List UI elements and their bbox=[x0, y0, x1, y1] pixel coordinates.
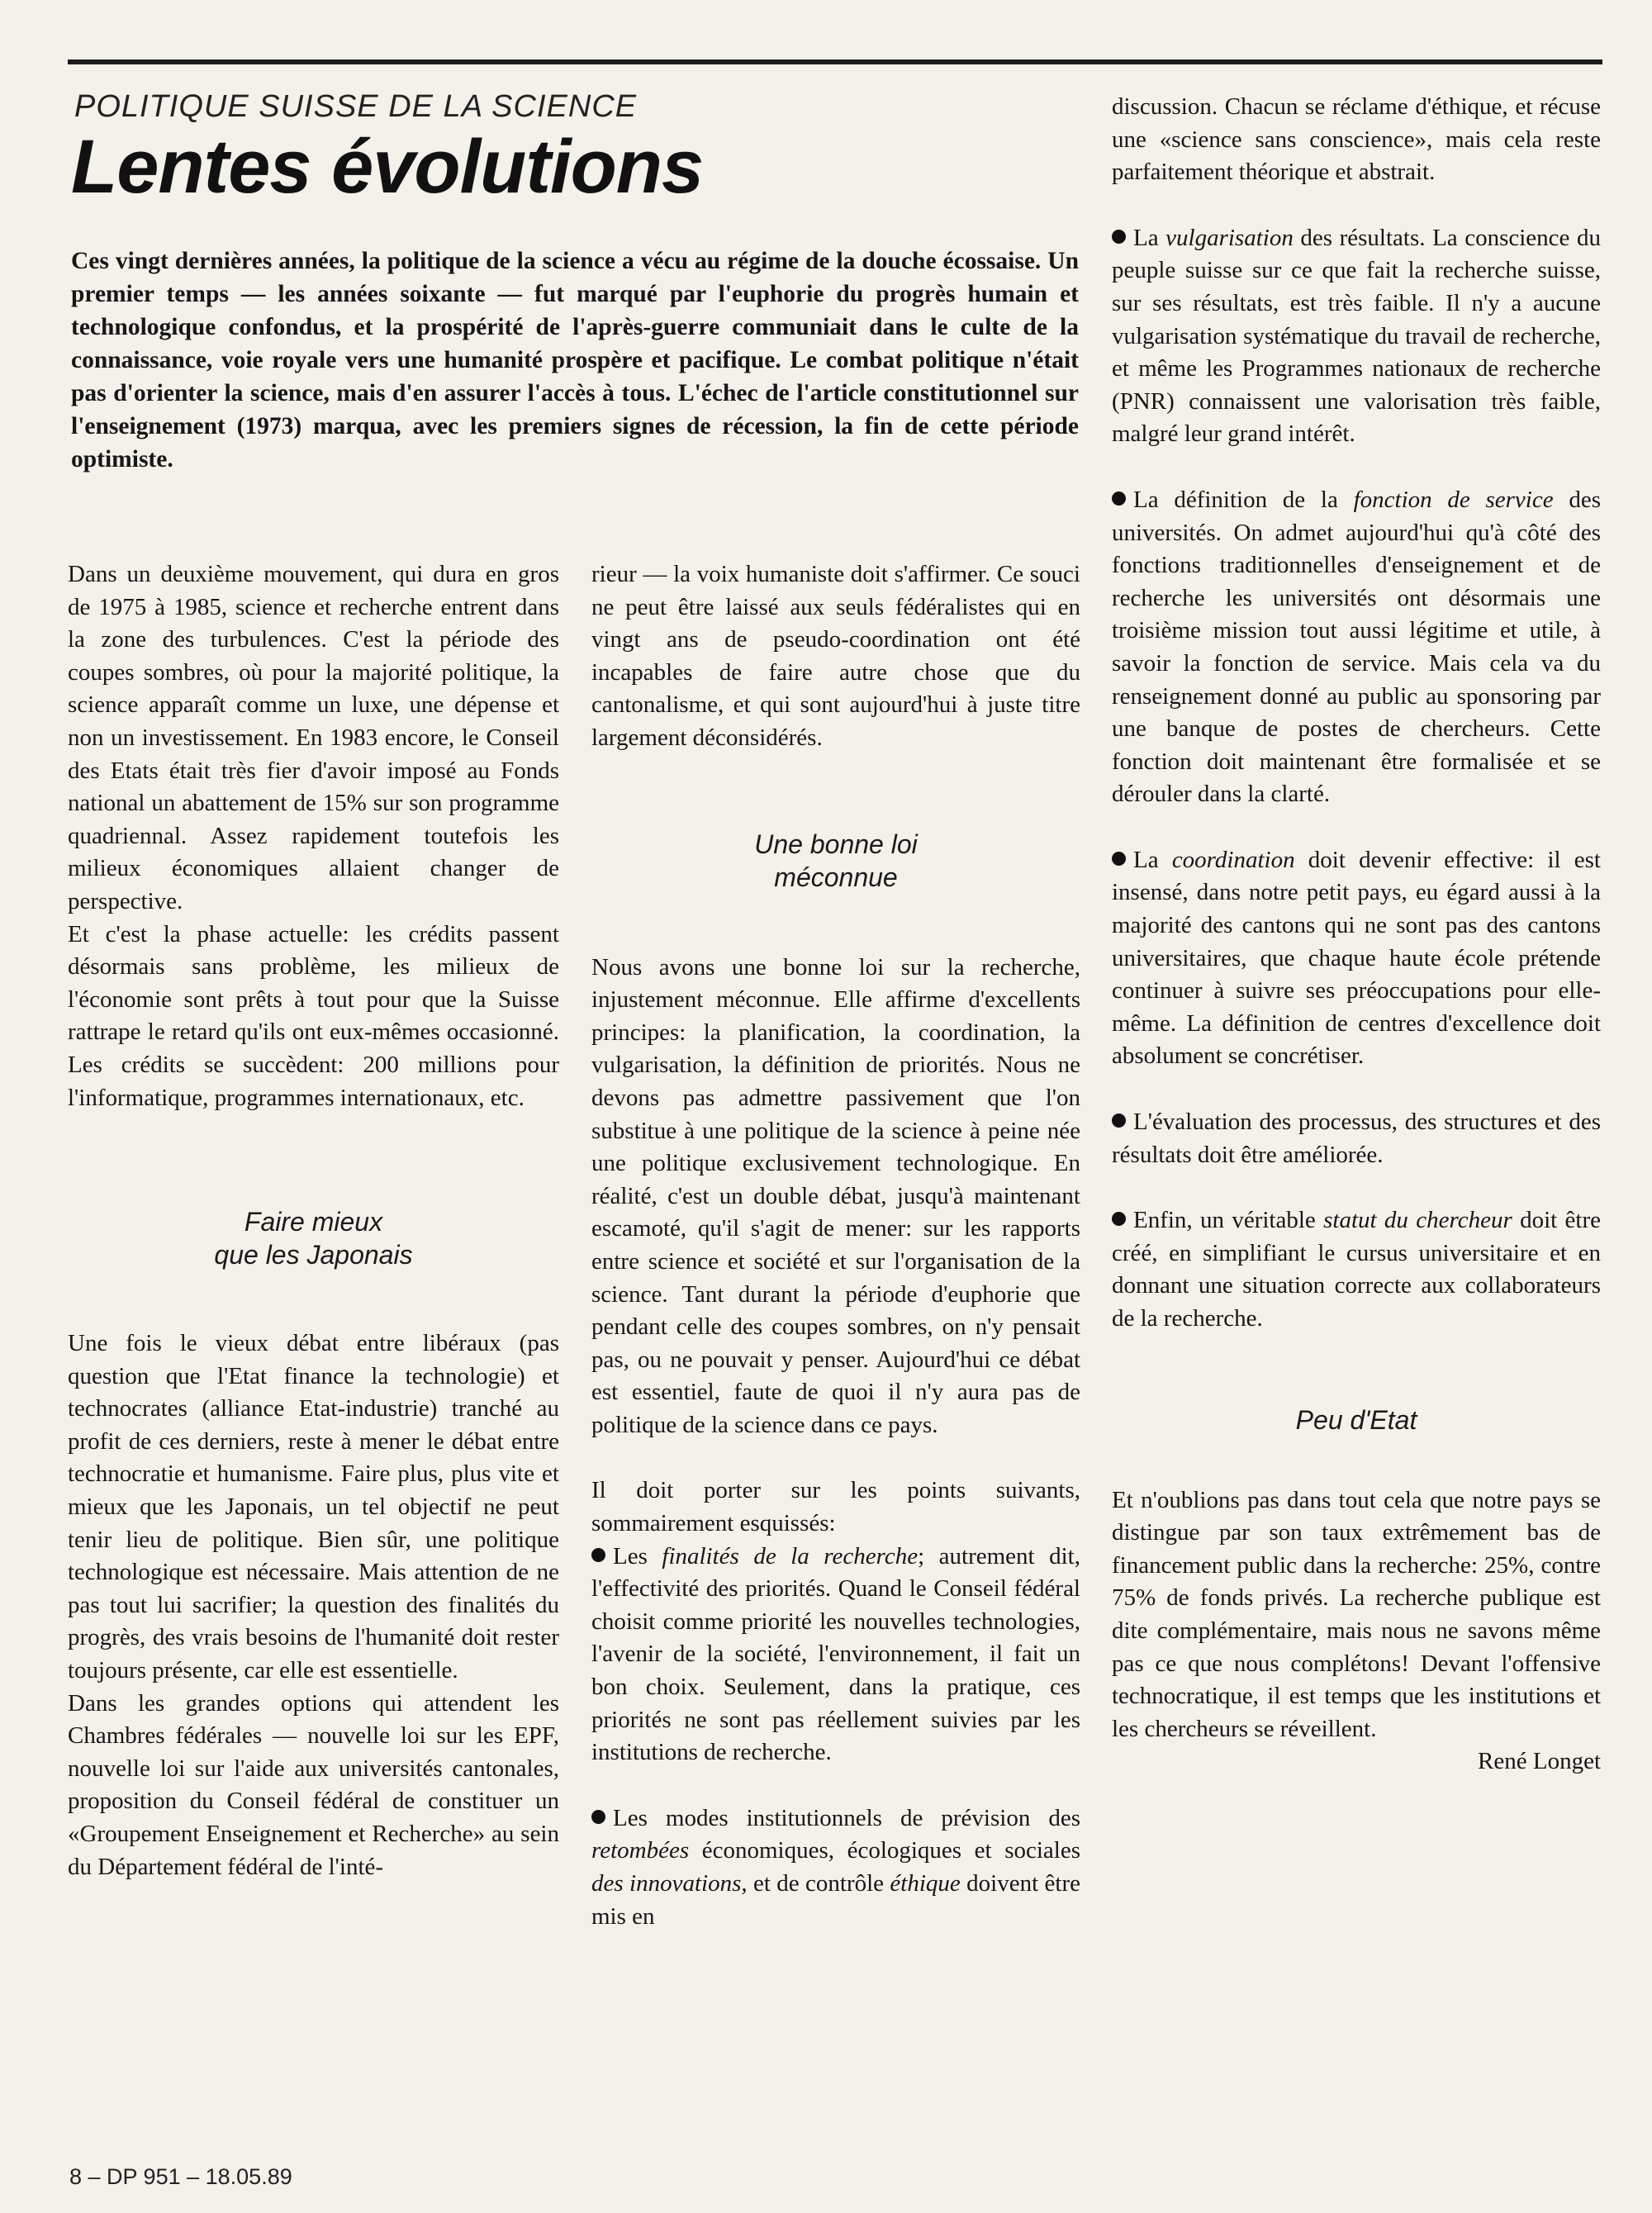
bullet-item: Enfin, un véritable statut du chercheur doit être créé, en simplifiant le cursus universitaire et en donnant une situation correcte aux collaborateurs de la recherche. bbox=[1112, 1207, 1601, 1332]
bullet-icon bbox=[1112, 852, 1126, 866]
paragraph: rieur — la voix humaniste doit s'affirmer. Ce souci ne peut être laissé aux seuls fédéralistes qui en vingt ans de pseudo-coordination ont été incapables de faire autre chose que du cantonalisme, et qui sont aujourd'hui à juste titre largement déconsidérés. bbox=[591, 561, 1080, 751]
subheading bbox=[68, 1205, 559, 1271]
article-title: Lentes évolutions bbox=[71, 125, 704, 209]
paragraph: Et c'est la phase actuelle: les crédits passent désormais sans problème, les milieux de l'économie sont prêts à tout pour que la Suisse rattrape le retard qu'ils ont eux-mêmes occasionné. Les crédits se succèdent: 200 millions pour l'informatique, programmes internationaux, etc. bbox=[68, 920, 559, 1111]
bullet-icon bbox=[1112, 1114, 1126, 1128]
paragraph: discussion. Chacun se réclame d'éthique, et récuse une «science sans conscience», mais cela reste parfaitement théorique et abstrait. bbox=[1112, 93, 1601, 186]
bullet-item: La définition de la fonction de service des universités. On admet aujourd'hui qu'à côté des fonctions traditionnelles d'enseignement et de recherche les universités ont désormais une troisième mission tout aussi légitime et utile, à savoir la fonction de service. Mais cela va du renseignement donné au public au sponsoring par une banque de postes de chercheurs. Cette fonction doit maintenant être formalisée et se dérouler dans la clarté. bbox=[1112, 486, 1601, 808]
subheading-line: méconnue bbox=[774, 862, 898, 892]
subheading-line: Faire mieux bbox=[244, 1207, 383, 1237]
author-signature: René Longet bbox=[1478, 1748, 1601, 1775]
bullet-item: Les finalités de la recherche; autrement dit, l'effectivité des priorités. Quand le Conseil fédéral choisit comme priorité les nouvelles technologies, l'avenir de la société, l'environnement, il fait un bon choix. Seulement, dans la pratique, ces priorités ne sont pas réellement suivies par les institutions de recherche. bbox=[591, 1542, 1080, 1766]
paragraph: Dans un deuxième mouvement, qui dura en gros de 1975 à 1985, science et recherche entrent dans la zone des turbulences. C'est la période des coupes sombres, où pour la majorité politique, la science apparaît comme un luxe, une dépense et non un investissement. En 1983 encore, le Conseil des Etats était très fier d'avoir imposé au Fonds national un abattement de 15% sur son programme quadriennal. Assez rapidement toutefois les milieux économiques allaient changer de perspective. bbox=[68, 561, 559, 914]
paragraph: Il doit porter sur les points suivants, sommairement esquissés: bbox=[591, 1477, 1080, 1537]
lead-paragraph: Ces vingt dernières années, la politique de la science a vécu au régime de la douche écossaise. Un premier temps — les années soixante — fut marqué par l'euphorie du progrès humain et technologique confondus, et la prospérité de l'après-guerre communiait dans le culte de la connaissance, voie royale vers une humanité prospère et pacifique. Le combat politique n'était pas d'orienter la science, mais d'en assurer l'accès à tous. L'échec de l'article constitutionnel sur l'enseignement (1973) marqua, avec les premiers signes de récession, la fin de cette période optimiste. bbox=[71, 248, 1079, 473]
top-rule bbox=[68, 59, 1602, 64]
bullet-icon bbox=[591, 1810, 605, 1824]
bullet-item: Les modes institutionnels de prévision des retombées économiques, écologiques et sociales des innovations, et de contrôle éthique doivent être mis en bbox=[591, 1804, 1080, 1930]
bullet-item: L'évaluation des processus, des structures et des résultats doit être améliorée. bbox=[1112, 1109, 1601, 1168]
paragraph: Et n'oublions pas dans tout cela que notre pays se distingue par son taux extrêmement bas de financement public dans la recherche: 25%, contre 75% de fonds privés. La recherche publique est dite complémentaire, mais nous ne savons même pas ce que nous complétons! Devant l'offensive technocratique, il est temps que les institutions et les chercheurs se réveillent. bbox=[1112, 1486, 1601, 1742]
bullet-item: La vulgarisation des résultats. La conscience du peuple suisse sur ce que fait la recherche suisse, sur ses résultats, est très faible. Il n'y a aucune vulgarisation systématique du travail de recherche, et même les Programmes nationaux de recherche (PNR) connaissent une valorisation très faible, malgré leur grand intérêt. bbox=[1112, 224, 1601, 448]
subheading bbox=[591, 828, 1080, 894]
column-3 bbox=[1112, 91, 1601, 1778]
bullet-icon bbox=[1112, 1212, 1126, 1226]
paragraph: Dans les grandes options qui attendent les Chambres fédérales — nouvelle loi sur les EPF, nouvelle loi sur l'aide aux universités cantonales, proposition du Conseil fédéral de constituer un «Groupement Enseignement et Recherche» au sein du Département fédéral de l'inté- bbox=[68, 1689, 559, 1880]
subheading-line: que les Japonais bbox=[214, 1240, 413, 1270]
paragraph: Nous avons une bonne loi sur la recherche, injustement méconnue. Elle affirme d'excellents principes: la planification, la coordination, la vulgarisation, la définition de priorités. Nous ne devons pas admettre passivement que l'on substitue à une politique de la science à peine née une politique exclusivement technologique. En réalité, c'est un double débat, jusqu'à maintenant escamoté, qu'il s'agit de mener: sur les rapports entre science et société et sur l'organisation de la science. Tant durant la période d'euphorie que pendant celle des coupes sombres, on n'y pensait pas, ou ne pouvait y penser. Aujourd'hui ce débat est essentiel, faute de quoi il n'y aura pas de politique de la science dans ce pays. bbox=[591, 953, 1080, 1438]
column-2 bbox=[591, 558, 1080, 1933]
subheading: Peu d'Etat bbox=[1295, 1404, 1417, 1435]
bullet-icon bbox=[1112, 492, 1126, 506]
subheading-line: Une bonne loi bbox=[754, 829, 918, 859]
bullet-icon bbox=[1112, 230, 1126, 244]
bullet-item: La coordination doit devenir effective: il est insensé, dans notre petit pays, eu égard aussi à la majorité des cantons qui ne sont pas des cantons universitaires, que chaque haute école prétende continuer à suivre ses préoccupations pour elle-même. La définition de centres d'excellence doit absolument se concrétiser. bbox=[1112, 846, 1601, 1070]
column-1 bbox=[68, 558, 559, 1883]
bullet-icon bbox=[591, 1548, 605, 1562]
section-kicker: POLITIQUE SUISSE DE LA SCIENCE bbox=[74, 89, 638, 124]
page-footer: 8 – DP 951 – 18.05.89 bbox=[69, 2164, 292, 2189]
paragraph: Une fois le vieux débat entre libéraux (pas question que l'Etat finance la technologie) et technocrates (alliance Etat-industrie) tranché au profit de ces derniers, reste à mener le débat entre technocratie et humanisme. Faire plus, plus vite et mieux que les Japonais, un tel objectif ne peut tenir lieu de politique. Bien sûr, une politique technologique est nécessaire. Mais attention de ne pas tout lui sacrifier; la question des finalités du progrès, des vrais besoins de l'humanité doit rester toujours présente, car elle est essentielle. bbox=[68, 1330, 559, 1684]
